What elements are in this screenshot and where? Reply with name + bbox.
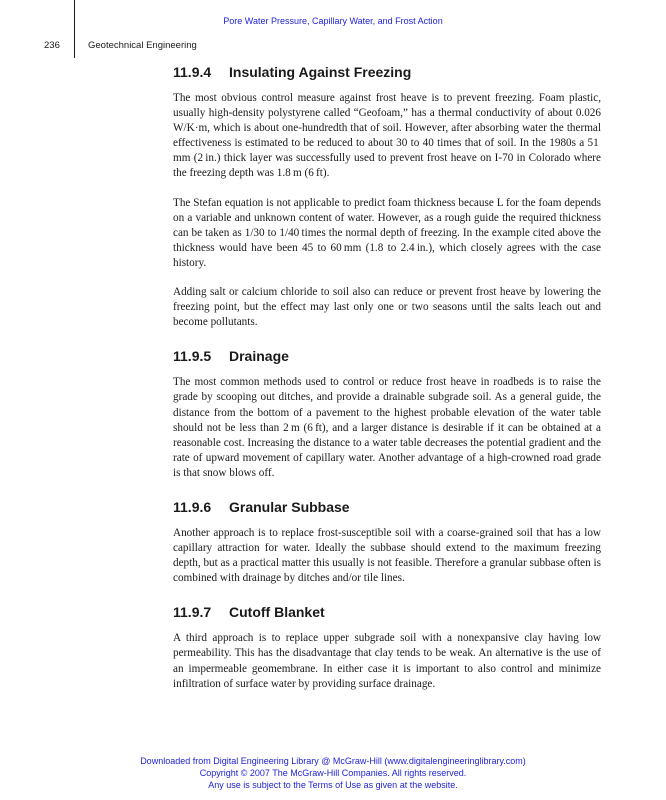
section-heading — [173, 348, 601, 364]
footer-terms: Any use is subject to the Terms of Use as given at the website. — [208, 780, 458, 790]
section-cutoff-blanket — [173, 604, 601, 691]
section-heading — [173, 604, 601, 620]
section-heading — [173, 64, 601, 80]
paragraph: The Stefan equation is not applicable to predict foam thickness because L for the foam depends on a variable and unknown content of water. However, as a rough guide the required thickness can be taken as 1/30 to 1/40 times the normal depth of freezing. In the example cited above the thickness would have been 45 to 60 mm (1.8 to 2.4 in.), which closely agrees with the case history. — [173, 196, 601, 269]
section-number: 11.9.7 — [173, 604, 212, 621]
paragraph: The most obvious control measure against frost heave is to prevent freezing. Foam plastic, usually high-density polystyrene called “Geofoam,” has a thermal conductivity of about 0.026 W/K·m, which is about one-hundredth that of soil. However, after absorbing water the thermal effectiveness is estimated to be reduced to about 30 to 40 times that of soil. In the 1980s a 51 mm (2 in.) thick layer was successfully used to prevent frost heave on I-70 in Colorado where the freezing depth was 1.8 m (6 ft). — [173, 92, 601, 180]
page-content — [173, 64, 601, 710]
footer-copyright: Copyright © 2007 The McGraw-Hill Companies. All rights reserved. — [199, 768, 467, 778]
paragraph: Another approach is to replace frost-susceptible soil with a coarse-grained soil that has a low capillary attraction for water. Ideally the subbase should extend to the maximum freezing depth, but as a practical matter this usually is not feasible. Therefore a granular subbase often is combined with drainage by ditches and/or tile lines. — [173, 526, 601, 585]
footer-download-notice: Downloaded from Digital Engineering Library @ McGraw-Hill (www.digitalengineeringlibrary.com) — [140, 756, 526, 766]
section-title: Granular Subbase — [229, 498, 350, 515]
section-insulating-against-freezing — [173, 64, 601, 330]
section-title: Drainage — [229, 348, 289, 365]
paragraph: A third approach is to replace upper subgrade soil with a nonexpansive clay having low permeability. This has the disadvantage that clay tends to be weak. An alternative is the use of an impermeable geomembrane. In either case it is important to also control and minimize infiltration of surface water by providing surface drainage. — [173, 632, 601, 690]
paragraph: Adding salt or calcium chloride to soil also can reduce or prevent frost heave by lowering the freezing point, but the effect may last only one or two seasons until the salts leach out and become pollutants. — [173, 286, 601, 329]
page-number: 236 — [44, 40, 60, 51]
section-title: Cutoff Blanket — [229, 604, 325, 621]
header-divider — [74, 0, 75, 58]
section-number: 11.9.4 — [173, 64, 212, 80]
running-title: Pore Water Pressure, Capillary Water, and Frost Action — [223, 16, 443, 26]
book-title: Geotechnical Engineering — [88, 40, 197, 51]
section-title: Insulating Against Freezing — [229, 64, 412, 80]
section-drainage — [173, 348, 601, 481]
section-granular-subbase — [173, 499, 601, 586]
paragraph: The most common methods used to control or reduce frost heave in roadbeds is to raise the grade by scooping out ditches, and provide a drainable subgrade soil. As a general guide, the distance from the bottom of a pavement to the highest probable elevation of the water table should not be less than 2 m (6 ft), and a larger distance is desirable if it can be obtained at a reasonable cost. Increasing the distance to a water table decreases the potential gradient and the rate of upward movement of capillary water. Another advantage of a high-crowned road grade is that snow blows off. — [173, 376, 601, 479]
section-number: 11.9.6 — [173, 498, 212, 515]
section-number: 11.9.5 — [173, 348, 212, 365]
section-heading — [173, 499, 601, 515]
